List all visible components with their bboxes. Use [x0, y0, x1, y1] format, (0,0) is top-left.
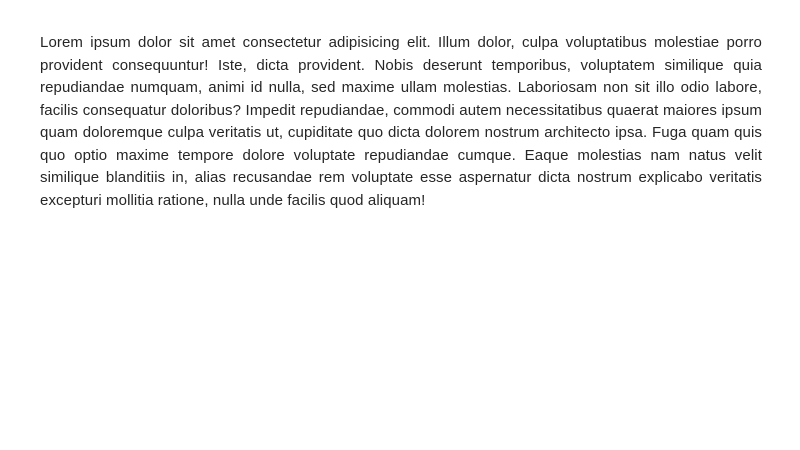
lorem-paragraph: Lorem ipsum dolor sit amet consectetur adipisicing elit. Illum dolor, culpa voluptatibus molestiae porro provident consequuntur! Iste, dicta provident. Nobis deserunt temporibus, voluptatem similique quia repudiandae numquam, animi id nulla, sed maxime ullam molestias. Laboriosam non sit illo odio labore, facilis consequatur doloribus? Impedit repudiandae, commodi autem necessitatibus quaerat maiores ipsum quam doloremque culpa veritatis ut, cupiditate quo dicta dolorem nostrum architecto ipsa. Fuga quam quis quo optio maxime tempore dolore voluptate repudiandae cumque. Eaque molestias nam natus velit similique blanditiis in, alias recusandae rem voluptate esse aspernatur dicta nostrum explicabo veritatis excepturi mollitia ratione, nulla unde facilis quod aliquam! — [40, 34, 762, 209]
content-area — [0, 0, 800, 212]
